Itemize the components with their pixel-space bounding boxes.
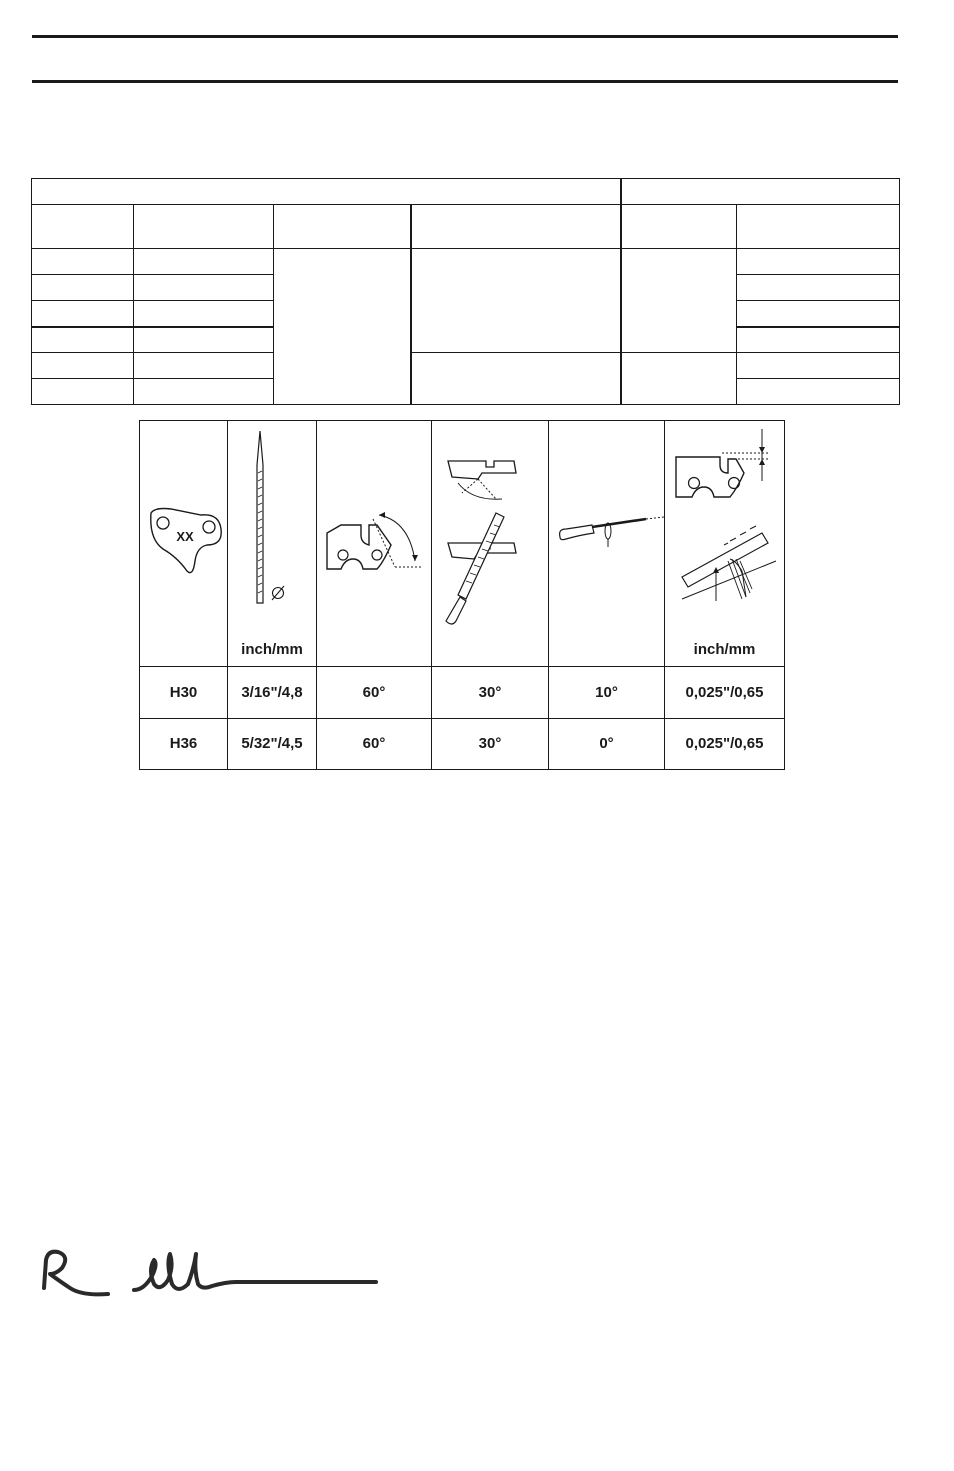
spec-cell [134,249,274,275]
spec-header-row [32,179,900,205]
spec-cell [737,301,900,327]
spec-header-cell [134,205,274,249]
depth-gauge-icon [666,421,784,621]
header-rule [32,80,898,83]
table-row [32,249,900,275]
spec-cell [32,353,134,379]
top-plate-angle-cell [317,421,432,667]
depth-gauge-value: 0,025"/0,65 [665,667,785,718]
spec-header-cell [621,205,737,249]
spec-column-header-row [32,205,900,249]
file-holder-icon [550,421,664,661]
spec-cell [32,327,134,353]
signature-image [36,1240,386,1310]
file-diameter-unit: inch/mm [241,641,303,659]
cutter-stamp: XX [175,529,194,544]
spec-cell [134,379,274,405]
file-diameter-cell [228,421,317,667]
spec-cell [134,301,274,327]
cutting-angle-value: 0° [549,718,665,769]
top-plate-angle-value: 60° [317,667,432,718]
spec-cell [274,249,411,405]
spec-header-cell [32,205,134,249]
filing-angle-icon [432,421,548,661]
depth-gauge-cell [665,421,785,667]
file-diameter-value: 5/32"/4,5 [228,718,317,769]
spec-cell [32,275,134,301]
top-plate-angle-value: 60° [317,718,432,769]
depth-gauge-unit: inch/mm [693,641,756,659]
spec-header-cell [274,205,411,249]
spec-cell [134,327,274,353]
spec-cell [737,327,900,353]
filing-angle-cell [432,421,549,667]
cutter-cell: H36 [140,718,228,769]
top-plate-angle-icon [317,421,431,661]
spec-cell [737,249,900,275]
spec-cell [737,275,900,301]
table-row [140,667,785,718]
spec-group-header [32,179,621,205]
cutting-angle-value: 10° [549,667,665,718]
spec-table [31,178,900,405]
cutter-marking-icon [141,421,227,661]
table-row [32,353,900,379]
spec-cell [737,379,900,405]
table-row [140,718,785,769]
spec-cell [32,249,134,275]
filing-angle-value: 30° [432,718,549,769]
spec-cell [621,249,737,353]
cutter-cell: H30 [140,667,228,718]
depth-gauge-value: 0,025"/0,65 [665,718,785,769]
spec-header-cell [737,205,900,249]
spec-cell [411,249,621,353]
spec-cell [411,353,621,405]
spec-cell [621,353,737,405]
sharpening-table [139,420,785,770]
spec-cell [32,301,134,327]
cutting-angle-cell [549,421,665,667]
spec-group-header [621,179,900,205]
illustration-row [140,421,785,667]
file-diameter-value: 3/16"/4,8 [228,667,317,718]
top-rule [32,35,898,38]
round-file-icon [228,421,316,621]
cutter-marking-cell [140,421,228,667]
spec-cell [737,353,900,379]
spec-header-cell [411,205,621,249]
spec-cell [134,275,274,301]
spec-cell [32,379,134,405]
spec-cell [134,353,274,379]
filing-angle-value: 30° [432,667,549,718]
